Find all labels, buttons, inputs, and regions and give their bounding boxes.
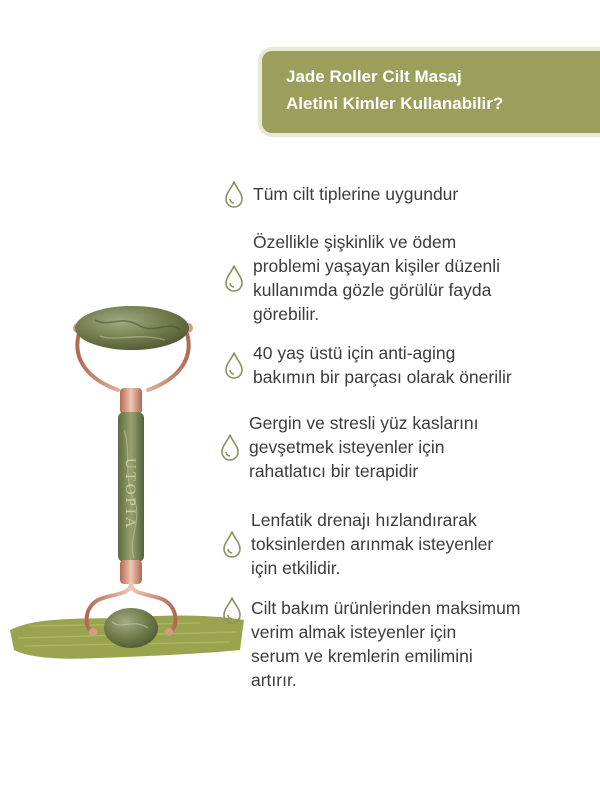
water-drop-icon (222, 596, 242, 624)
benefit-item-5 (222, 508, 493, 580)
roller-stone-large (75, 306, 189, 350)
benefit-item-3 (224, 341, 512, 389)
water-drop-icon (224, 351, 244, 379)
benefit-item-4 (220, 411, 479, 483)
benefit-item-2 (224, 230, 500, 326)
header-banner (258, 47, 600, 137)
benefit-text: Gergin ve stresli yüz kaslarını gevşetmek isteyenler için rahatlatıcı bir terapidir (249, 413, 479, 481)
benefit-item-6 (222, 596, 520, 692)
benefit-text: Özellikle şişkinlik ve ödem problemi yaşayan kişiler düzenli kullanımda gözle görülür fayda görebilir. (253, 232, 501, 324)
water-drop-icon (220, 433, 240, 461)
benefit-text: Lenfatik drenajı hızlandırarak toksinlerden arınmak isteyenler için etkilidir. (251, 510, 494, 578)
brand-mark: UTOPIA (122, 458, 138, 531)
roller-stone-small (104, 608, 158, 648)
water-drop-icon (224, 264, 244, 292)
water-drop-icon (222, 530, 242, 558)
benefit-text: Tüm cilt tiplerine uygundur (253, 184, 459, 204)
benefit-text: Cilt bakım ürünlerinden maksimum verim almak isteyenler için serum ve kremlerin emilimini artırır. (251, 598, 521, 690)
benefit-text: 40 yaş üstü için anti-aging bakımın bir parçası olarak önerilir (253, 343, 512, 387)
benefit-item-1 (224, 180, 458, 208)
jade-roller-image (0, 290, 260, 680)
water-drop-icon (224, 180, 244, 208)
header-title: Jade Roller Cilt Masaj Aletini Kimler Kullanabilir? (286, 67, 504, 113)
